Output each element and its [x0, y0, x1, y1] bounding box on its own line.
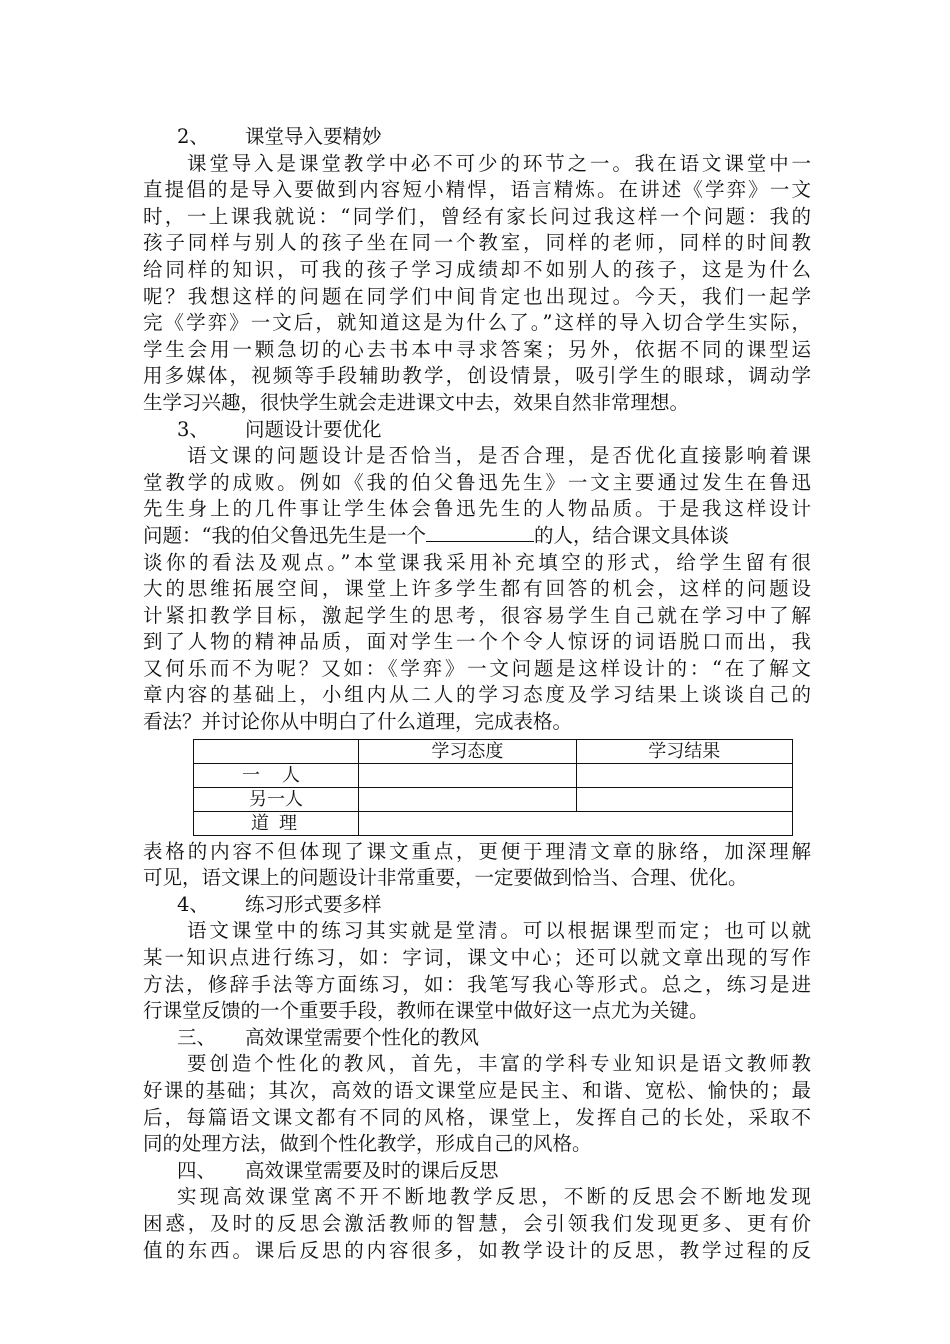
- paragraph-line: 方法，修辞手法等方面练习，如：我笔写我心等形式。总之，练习是进: [143, 972, 811, 996]
- part-heading-3: [143, 1025, 811, 1052]
- table-row: [194, 811, 793, 835]
- paragraph-line: 完《学弈》一文后，就知道这是为什么了。”这样的导入切合学生实际，: [143, 311, 811, 335]
- heading-number: 3、: [177, 417, 209, 441]
- paragraph-line: 章内容的基础上，小组内从二人的学习态度及学习结果上谈谈自己的: [143, 683, 811, 707]
- paragraph-line: 呢？我想这样的问题在同学们中间肯定也出现过。今天，我们一起学: [143, 284, 811, 308]
- table-header-cell: [194, 739, 359, 763]
- heading-number: 4、: [177, 892, 209, 916]
- table-row: [194, 763, 793, 787]
- paragraph-line: 后，每篇语文课文都有不同的风格，课堂上，发挥自己的长处，采取不: [143, 1105, 811, 1129]
- section-heading-2: [143, 124, 811, 151]
- paragraph-line: 要创造个性化的教风，首先，丰富的学科专业知识是语文教师教: [187, 1052, 811, 1076]
- table-cell-merged: [359, 811, 793, 835]
- heading-number: 四、: [177, 1158, 217, 1182]
- table-row: [194, 787, 793, 811]
- table-row-label: 道理: [194, 811, 359, 835]
- paragraph-line: 又何乐而不为呢？又如：《学弈》一文问题是这样设计的：“在了解文: [143, 656, 811, 680]
- paragraph-line: 计紧扣教学目标，激起学生的思考，很容易学生自己就在学习中了解: [143, 603, 811, 627]
- heading-title: 课堂导入要精妙: [245, 125, 382, 148]
- paragraph-line: 看法？并讨论你从中明白了什么道理，完成表格。: [143, 710, 573, 734]
- heading-title: 问题设计要优化: [245, 417, 382, 441]
- paragraph-line: 课堂导入是课堂教学中必不可少的环节之一。我在语文课堂中一: [187, 151, 811, 175]
- paragraph-line: 困惑，及时的反思会激活教师的智慧，会引领我们发现更多、更有价: [143, 1211, 811, 1235]
- heading-title: 高效课堂需要个性化的教风: [245, 1025, 480, 1049]
- table-header-cell: 学习态度: [359, 739, 576, 763]
- paragraph-line: 好课的基础；其次，高效的语文课堂应是民主、和谐、宽松、愉快的；最: [143, 1079, 811, 1102]
- paragraph-line: 某一知识点进行练习，如：字词，课文中心；还可以就文章出现的写作: [143, 946, 811, 970]
- heading-title: 高效课堂需要及时的课后反思: [245, 1158, 499, 1182]
- table-row-label: 一人: [194, 763, 359, 787]
- paragraph-line: 谈你的看法及观点。”本堂课我采用补充填空的形式，给学生留有很: [143, 550, 811, 574]
- blank-suffix: 的人，结合课文具体谈: [533, 523, 729, 547]
- paragraph-line-with-blank: [143, 523, 811, 550]
- table-cell: [576, 763, 792, 787]
- paragraph-line: 值的东西。课后反思的内容很多，如教学设计的反思，教学过程的反: [143, 1238, 811, 1262]
- table-cell: [359, 787, 576, 811]
- paragraph-line: 给同样的知识，可我的孩子学习成绩却不如别人的孩子，这是为什么: [143, 257, 811, 281]
- paragraph-line: 大的思维拓展空间，课堂上许多学生都有回答的机会，这样的问题设: [143, 577, 811, 601]
- paragraph-line: 语文课堂中的练习其实就是堂清。可以根据课型而定；也可以就: [187, 919, 811, 943]
- paragraph-line: 堂教学的成败。例如《我的伯父鲁迅先生》一文主要通过发生在鲁迅: [143, 470, 811, 494]
- paragraph-line: 学生会用一颗急切的心去书本中寻求答案；另外，依据不同的课型运: [143, 337, 811, 361]
- table-header-cell: 学习结果: [576, 739, 792, 763]
- paragraph-line: 时，一上课我就说：“同学们，曾经有家长问过我这样一个问题：我的: [143, 204, 811, 228]
- paragraph-line: 到了人物的精神品质，面对学生一个个令人惊讶的词语脱口而出，我: [143, 630, 811, 654]
- table-row-label: 另一人: [194, 787, 359, 811]
- heading-number: 三、: [177, 1025, 217, 1049]
- heading-title: 练习形式要多样: [245, 892, 382, 916]
- paragraph-line: 语文课的问题设计是否恰当，是否合理，是否优化直接影响着课: [187, 444, 811, 468]
- paragraph-line: 直提倡的是导入要做到内容短小精悍，语言精炼。在讲述《学弈》一文: [143, 178, 811, 202]
- paragraph-line: 可见，语文课上的问题设计非常重要，一定要做到恰当、合理、优化。: [143, 866, 748, 890]
- paragraph-line: 行课堂反馈的一个重要手段，教师在课堂中做好这一点尤为关键。: [143, 999, 709, 1023]
- paragraph-line: 同的处理方法，做到个性化教学，形成自己的风格。: [143, 1132, 592, 1156]
- blank-prefix: 问题：“我的伯父鲁迅先生是一个: [143, 523, 426, 547]
- table-cell: [359, 763, 576, 787]
- fill-in-blank: [426, 523, 534, 542]
- section-heading-3: [143, 417, 811, 444]
- document-page: [143, 124, 811, 1264]
- paragraph-line: 实现高效课堂离不开不断地教学反思，不断的反思会不断地发现: [177, 1185, 811, 1209]
- table-cell: [576, 787, 792, 811]
- heading-number: 2、: [177, 125, 209, 148]
- paragraph-line: 用多媒体，视频等手段辅助教学，创设情景，吸引学生的眼球，调动学: [143, 364, 811, 388]
- paragraph-line: 表格的内容不但体现了课文重点，更便于理清文章的脉络，加深理解: [143, 839, 811, 863]
- section-heading-4: [143, 892, 811, 919]
- learning-table: [193, 739, 793, 836]
- table-header-row: [194, 739, 793, 763]
- paragraph-line: 先生身上的几件事让学生体会鲁迅先生的人物品质。于是我这样设计: [143, 497, 811, 521]
- paragraph-line: 孩子同样与别人的孩子坐在同一个教室，同样的老师，同样的时间教: [143, 231, 811, 255]
- part-heading-4: [143, 1158, 811, 1185]
- paragraph-line: 生学习兴趣，很快学生就会走进课文中去，效果自然非常理想。: [143, 390, 690, 414]
